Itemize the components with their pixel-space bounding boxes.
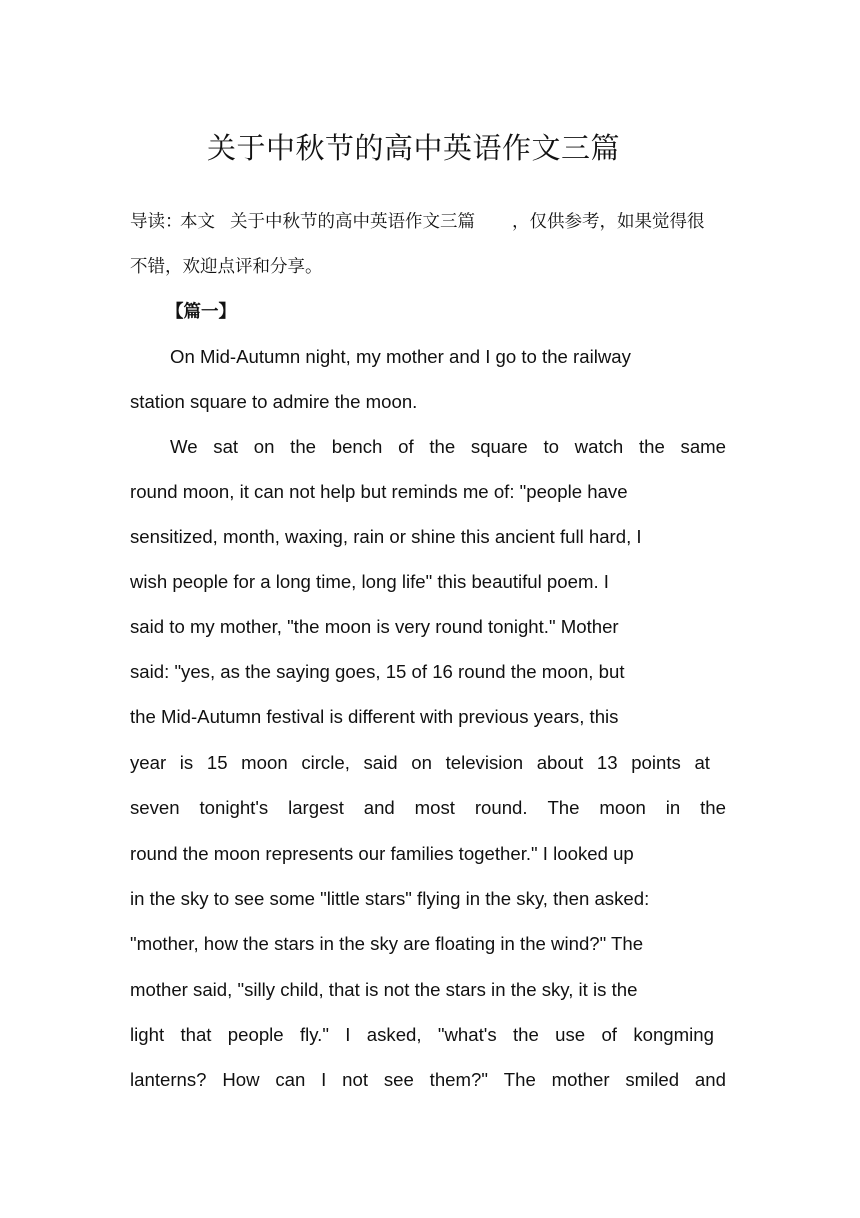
body-line: station square to admire the moon.: [130, 391, 418, 412]
word: of: [398, 436, 414, 457]
word: the: [638, 436, 665, 457]
body-line: round moon, it can not help but reminds me of: "people have: [130, 481, 628, 502]
guide-intro: 本文: [180, 212, 215, 232]
word: on: [411, 752, 432, 773]
word: light: [130, 1024, 165, 1045]
word: see: [383, 1069, 414, 1090]
word: moon: [241, 752, 288, 773]
word: fly.": [299, 1024, 329, 1045]
guide-tail: ，仅供参考，如果觉得很: [512, 212, 705, 232]
guide-doc-title: 关于中秋节的高中英语作文三篇: [230, 212, 475, 232]
word: smiled: [625, 1069, 680, 1090]
word: sat: [213, 436, 239, 457]
word: moon: [599, 797, 646, 818]
section-heading: 【篇一】: [166, 302, 236, 322]
word: seven: [130, 797, 180, 818]
word: use: [555, 1024, 586, 1045]
word: I: [321, 1069, 327, 1090]
document-title: 关于中秋节的高中英语作文三篇: [207, 131, 621, 165]
word: that: [180, 1024, 212, 1045]
word: watch: [574, 436, 624, 457]
word: can: [275, 1069, 306, 1090]
word: "what's: [437, 1024, 497, 1045]
body-line: [130, 750, 710, 776]
body-line: in the sky to see some "little stars" flying in the sky, then asked:: [130, 888, 650, 909]
word: How: [222, 1069, 260, 1090]
word: the: [290, 436, 317, 457]
guide-label: 导读：: [130, 212, 183, 232]
word: of: [601, 1024, 617, 1045]
body-line: said to my mother, "the moon is very round tonight." Mother: [130, 616, 619, 637]
word: asked,: [366, 1024, 422, 1045]
word: at: [694, 752, 710, 773]
body-line: round the moon represents our families together." I looked up: [130, 843, 634, 864]
word: year: [130, 752, 167, 773]
body-line: the Mid-Autumn festival is different with previous years, this: [130, 706, 619, 727]
word: in: [665, 797, 681, 818]
word: 15: [206, 752, 228, 773]
word: the: [512, 1024, 539, 1045]
word: same: [680, 436, 726, 457]
word: not: [342, 1069, 369, 1090]
word: is: [179, 752, 194, 773]
word: We: [170, 436, 198, 457]
word: most: [414, 797, 455, 818]
word: bench: [331, 436, 383, 457]
body-line: said: "yes, as the saying goes, 15 of 16 round the moon, but: [130, 661, 625, 682]
word: I: [345, 1024, 351, 1045]
word: The: [547, 797, 580, 818]
word: said: [363, 752, 398, 773]
body-line: mother said, "silly child, that is not the stars in the sky, it is the: [130, 979, 638, 1000]
body-line: [170, 434, 726, 460]
word: 13: [596, 752, 618, 773]
word: lanterns?: [130, 1069, 207, 1090]
word: and: [694, 1069, 726, 1090]
word: about: [536, 752, 584, 773]
word: circle,: [301, 752, 350, 773]
body-line: [130, 1067, 726, 1093]
word: the: [429, 436, 456, 457]
word: them?": [429, 1069, 488, 1090]
word: and: [363, 797, 395, 818]
word: people: [227, 1024, 284, 1045]
word: mother: [551, 1069, 610, 1090]
word: television: [445, 752, 524, 773]
word: round.: [474, 797, 528, 818]
body-line: sensitized, month, waxing, rain or shine this ancient full hard, I: [130, 526, 642, 547]
word: largest: [288, 797, 344, 818]
guide-line-2: 不错，欢迎点评和分享。: [130, 257, 323, 277]
body-line: wish people for a long time, long life" this beautiful poem. I: [130, 571, 609, 592]
word: the: [700, 797, 726, 818]
word: points: [631, 752, 681, 773]
word: on: [253, 436, 275, 457]
body-line: "mother, how the stars in the sky are floating in the wind?" The: [130, 933, 644, 954]
body-line: On Mid-Autumn night, my mother and I go to the railway: [170, 346, 631, 367]
body-line: [130, 1022, 714, 1048]
word: to: [543, 436, 559, 457]
word: The: [503, 1069, 536, 1090]
word: kongming: [633, 1024, 714, 1045]
body-line: [130, 795, 726, 821]
word: square: [470, 436, 528, 457]
word: tonight's: [199, 797, 269, 818]
